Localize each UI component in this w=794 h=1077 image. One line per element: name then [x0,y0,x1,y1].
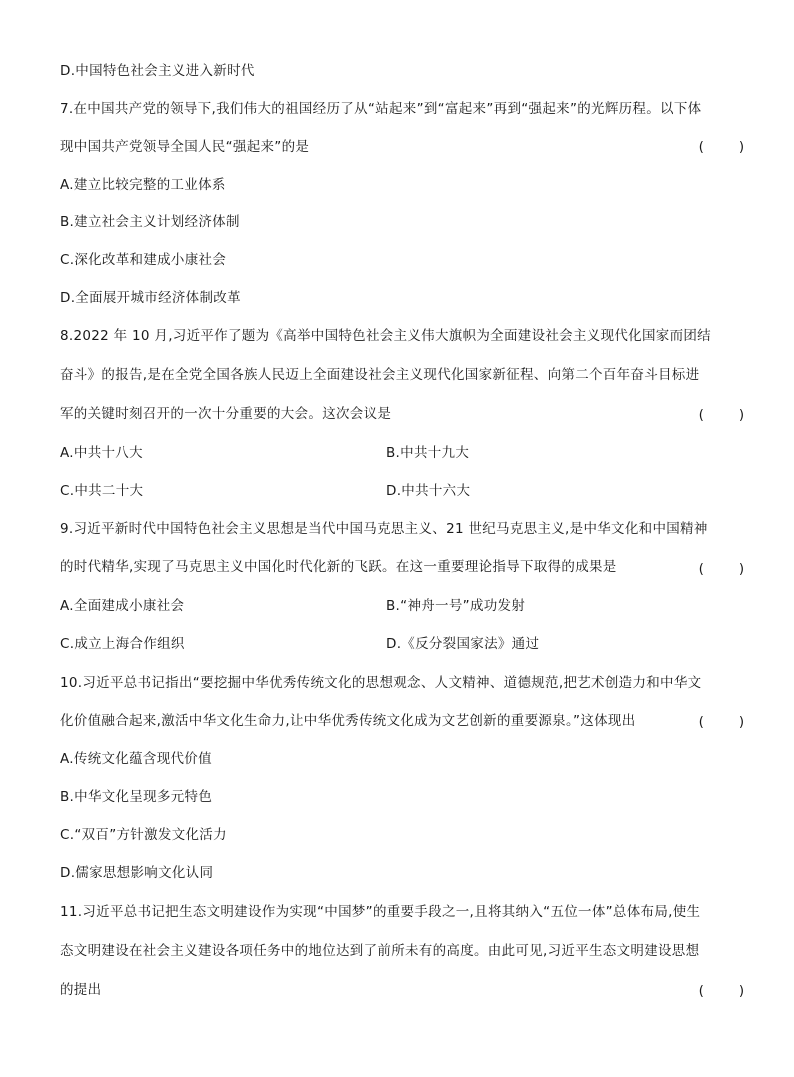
q8-option-a: A.中共十八大 [60,445,143,461]
q7-option-c: C.深化改革和建成小康社会 [60,252,227,268]
q10-stem-line-2: 化价值融合起来,激活中华文化生命力,让中华优秀传统文化成为文艺创新的重要源泉。”这体现出 [60,713,636,729]
q10-option-a: A.传统文化蕴含现代价值 [60,751,212,767]
q8-stem-line-3: 军的关键时刻召开的一次十分重要的大会。这次会议是 [60,406,392,422]
q7-stem-line-2: 现中国共产党领导全国人民“强起来”的是 [60,139,310,155]
q11-stem-line-3: 的提出 [60,982,102,998]
q9-stem-line-2: 的时代精华,实现了马克思主义中国化时代化新的飞跃。在这一重要理论指导下取得的成果是 [60,559,617,575]
q9-option-b: B.“神舟一号”成功发射 [386,598,526,614]
q8-option-d: D.中共十六大 [386,483,471,499]
q7-option-d: D.全面展开城市经济体制改革 [60,290,241,306]
q11-stem-line-2: 态文明建设在社会主义建设各项任务中的地位达到了前所未有的高度。由此可见,习近平生态文明建设思想 [60,943,700,959]
q8-stem-line-2: 奋斗》的报告,是在全党全国各族人民迈上全面建设社会主义现代化国家新征程、向第二个百年奋斗目标进 [60,367,700,383]
q7-stem-line-1: 7.在中国共产党的领导下,我们伟大的祖国经历了从“站起来”到“富起来”再到“强起来”的光辉历程。以下体 [60,101,702,117]
q10-answer-paren: ( ) [697,714,746,730]
q8-option-c: C.中共二十大 [60,483,144,499]
q9-stem-line-1: 9.习近平新时代中国特色社会主义思想是当代中国马克思主义、21 世纪马克思主义,是中华文化和中国精神 [60,521,708,537]
q10-option-d: D.儒家思想影响文化认同 [60,865,214,881]
q6-option-d: D.中国特色社会主义进入新时代 [60,63,255,79]
q7-option-b: B.建立社会主义计划经济体制 [60,214,240,230]
q9-option-c: C.成立上海合作组织 [60,636,185,652]
q8-stem-line-1: 8.2022 年 10 月,习近平作了题为《高举中国特色社会主义伟大旗帜为全面建设社会主义现代化国家而团结 [60,328,711,344]
q10-option-b: B.中华文化呈现多元特色 [60,789,213,805]
q10-stem-line-1: 10.习近平总书记指出“要挖掘中华优秀传统文化的思想观念、人文精神、道德规范,把艺术创造力和中华文 [60,675,702,691]
q8-answer-paren: ( ) [697,407,746,423]
q9-option-d: D.《反分裂国家法》通过 [386,636,540,652]
q9-option-a: A.全面建成小康社会 [60,598,185,614]
q7-option-a: A.建立比较完整的工业体系 [60,177,226,193]
q8-option-b: B.中共十九大 [386,445,470,461]
q11-stem-line-1: 11.习近平总书记把生态文明建设作为实现“中国梦”的重要手段之一,且将其纳入“五位一体”总体布局,使生 [60,904,701,920]
q10-option-c: C.“双百”方针激发文化活力 [60,827,227,843]
q11-answer-paren: ( ) [697,983,746,999]
q9-answer-paren: ( ) [697,561,746,577]
q7-answer-paren: ( ) [697,139,746,155]
